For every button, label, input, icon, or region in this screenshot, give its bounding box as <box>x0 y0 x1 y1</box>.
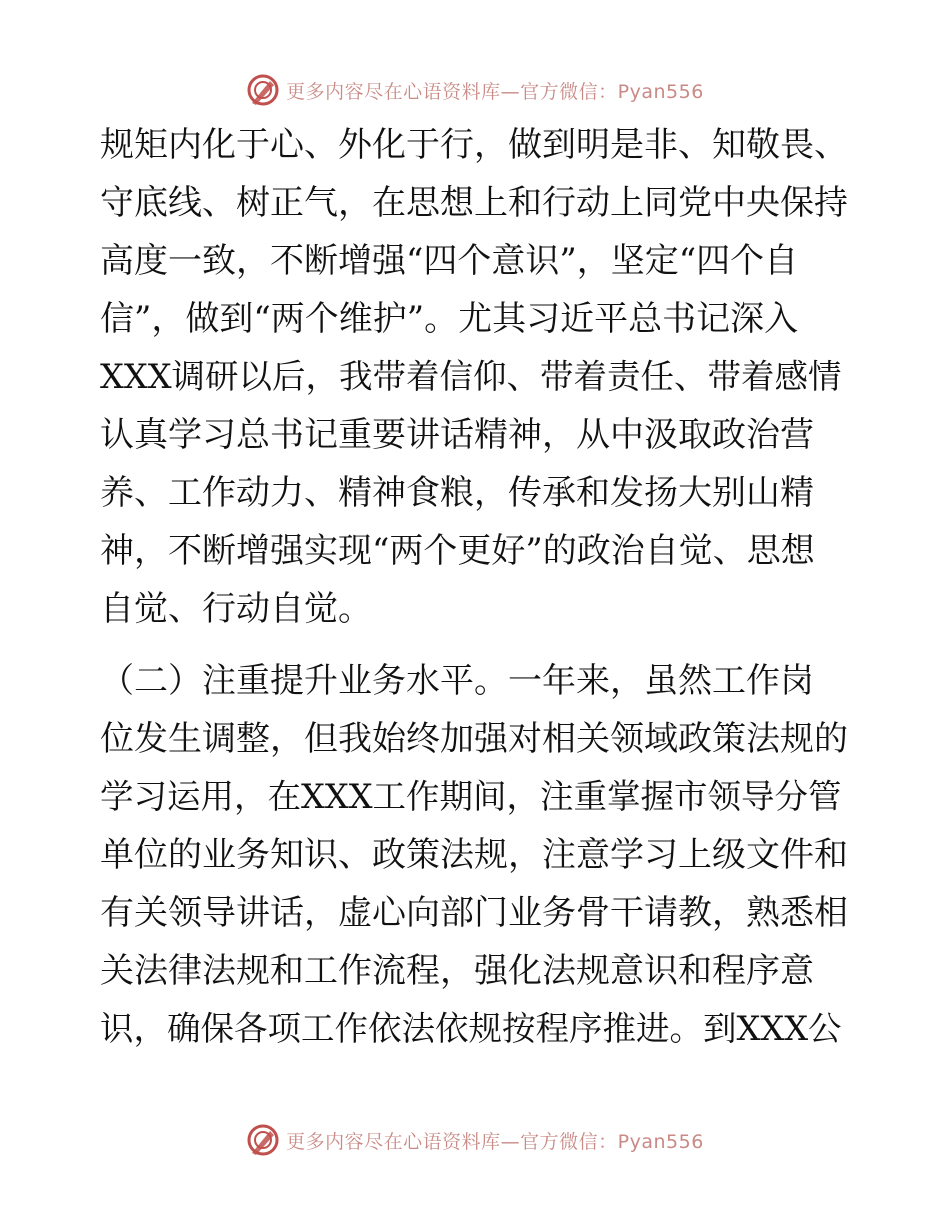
text-line: 识，确保各项工作依法依规按程序推进。到XXX公 <box>100 1009 842 1048</box>
text-line: 神，不断增强实现“两个更好”的政治自觉、思想 <box>100 531 815 571</box>
footer-watermark <box>0 1120 950 1160</box>
text-line: 认真学习总书记重要讲话精神，从中汲取政治营 <box>100 415 814 455</box>
watermark-text: 更多内容尽在心语资料库—官方微信：Pyan556 <box>286 1130 704 1153</box>
text-line: XXX调研以后，我带着信仰、带着责任、带着感情 <box>100 357 842 396</box>
text-line: 关法律法规和工作流程，强化法规意识和程序意 <box>100 951 814 991</box>
text-line: （二）注重提升业务水平。一年来，虽然工作岗 <box>100 661 814 701</box>
text-line: 信”，做到“两个维护”。尤其习近平总书记深入 <box>100 299 799 339</box>
text-line: 有关领导讲话，虚心向部门业务骨干请教，熟悉相 <box>100 893 848 933</box>
paragraph-2 <box>100 652 850 1058</box>
text-line: 养、工作动力、精神食粮，传承和发扬大别山精 <box>100 473 814 513</box>
pen-logo-icon <box>246 1123 280 1157</box>
paragraph-1 <box>100 116 850 638</box>
text-line: 守底线、树正气，在思想上和行动上同党中央保持 <box>100 183 848 223</box>
pen-logo-icon <box>246 73 280 107</box>
text-line: 规矩内化于心、外化于行，做到明是非、知敬畏、 <box>100 125 848 165</box>
document-body <box>100 116 850 1058</box>
text-line: 自觉、行动自觉。 <box>100 589 372 629</box>
text-line: 位发生调整，但我始终加强对相关领域政策法规的 <box>100 719 848 759</box>
text-line: 高度一致，不断增强“四个意识”，坚定“四个自 <box>100 241 799 281</box>
header-watermark <box>0 70 950 110</box>
text-line: 单位的业务知识、政策法规，注意学习上级文件和 <box>100 835 848 875</box>
watermark-text: 更多内容尽在心语资料库—官方微信：Pyan556 <box>286 80 704 103</box>
text-line: 学习运用，在XXX工作期间，注重掌握市领导分管 <box>100 777 842 816</box>
